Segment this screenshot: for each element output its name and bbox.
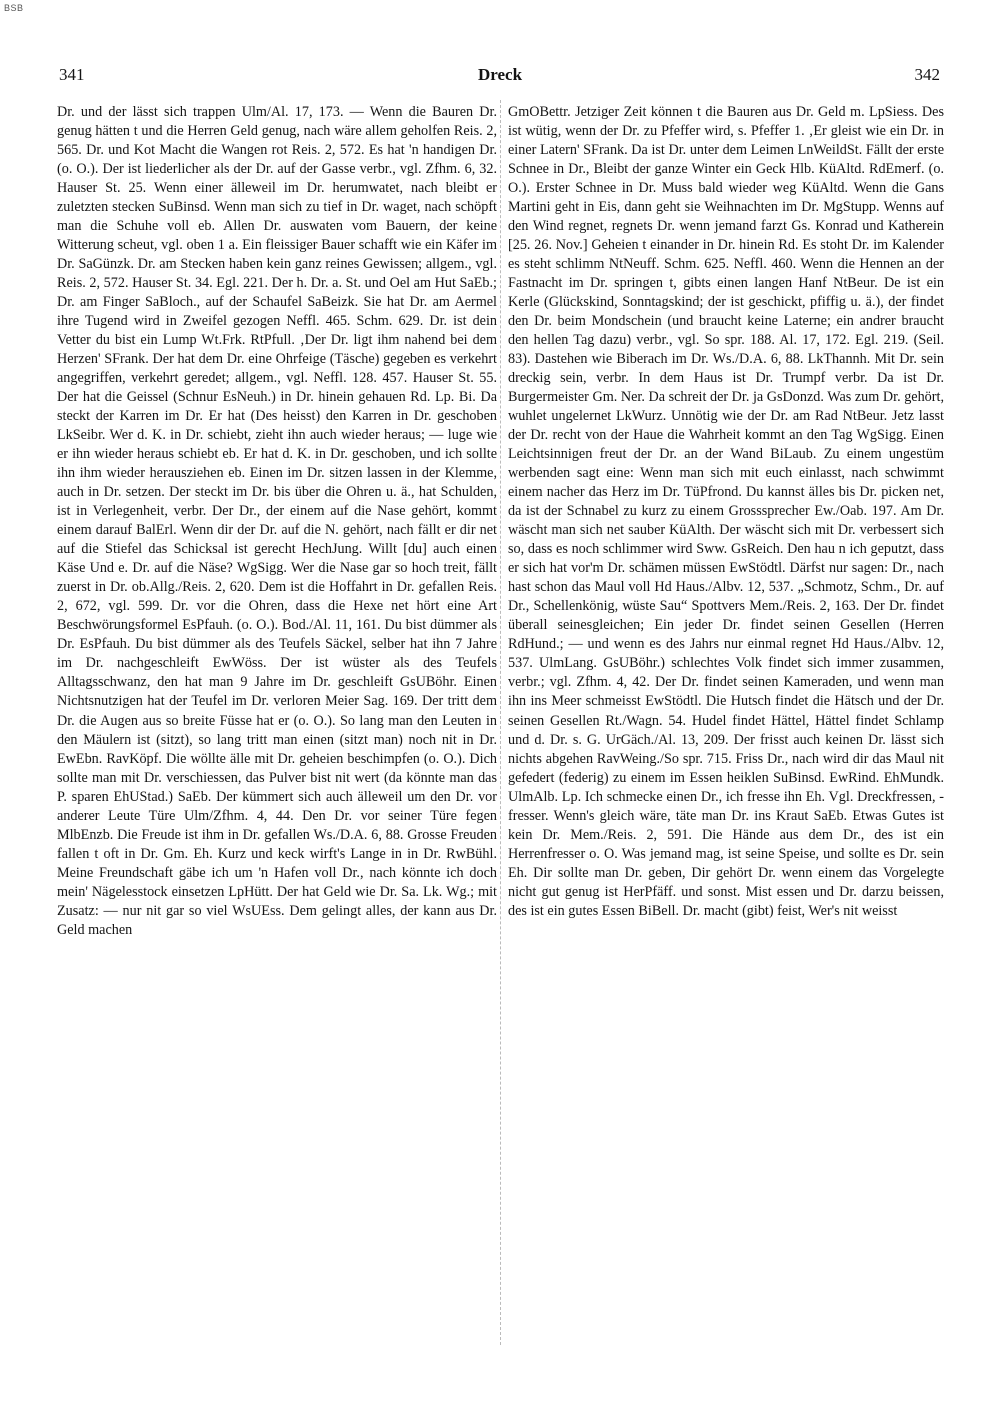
right-column-text: GmOBettr. Jetziger Zeit können t die Bauren aus Dr. Geld m. LpSiess. Des ist wütig, wenn der Dr. zu Pfeffer wird, s. Pfeffer 1. ‚Er gleist wie ein Dr. in einer Latern' SFrank. Da ist Dr. unter dem Leimen LnWeildSt. Fällt der erste Schnee in Dr., Bleibt der ganze Winter ein Geck Hlb. KüAltd. RdEmerf. (o. O.). Erster Schnee in Dr. Muss bald wieder weg KüAltd. Wenn die Gans Martini geht in Eis, dann geht sie Weihnachten im Dr. MgStupp. Wenns auf den Wind regnet, regnets Dr. wenn jemand farzt Gs. Konrad und Katherein [25. 26. Nov.] Geheien t einander in Dr. hinein Rd. Es stoht Dr. im Kalender es steht schlimm NtNeuff. Schm. 625. Neffl. 460. Wenn die Hennen an der Fastnacht im Dr. springen t, gibts einen langen Hanf NtBeur. De ist ein Kerle (Glückskind, Sonntagskind; der ist geschickt, pfiffig u. ä.), der findet den Dr. beim Mondschein (und braucht keine Laterne; ein andrer braucht den hellen Tag dazu) verbr., vgl. So spr. 188. Al. 17, 172. Egl. 219. (Seil. 83). Dastehen wie Biberach im Dr. Ws./D.A. 6, 88. LkThannh. Mit Dr. sein dreckig sein, verbr. In dem Haus ist Dr. Trumpf verbr. Da ist Dr. Burgermeister Gm. Ner. Da schreit der Dr. ja GsDonzd. Was zum Dr. gehört, wuhlet ungelernet LkWurz. Unnötig wie der Dr. am Rad NtBeur. Jetz lasst der Dr. recht von der Haue die Wahrheit kommt an den Tag WgSigg. Einen Leichtsinnigen freut der Dr. an der Wand BiLaub. Zu einem ungestüm werbenden sagt eine: Wenn man sich mit euch einlasst, nach schwimmt einem nacher das Herz im Dr. TüPfrond. Du kannst älles bis Dr. picken net, da ist der Schnabel zu kurz zu einem Grosssprecher Ew./Oab. 197. Am Dr. wäscht man sich net sauber KüAlth. Der wäscht sich mit Dr. verbessert sich so, dass es noch schlimmer wird Sww. GsReich. Den hau n ich geputzt, dass er sich hat vor'm Dr. schämen müssen EwStödtl. Därfst nur sagen: Dr., nach hast schon das Maul voll Hd Haus./Albv. 12, 537. „Schmotz, Schm., Dr. auf Dr., Schellenkönig, wüste Sau“ Spottvers Mem./Reis. 2, 163. Der Dr. findet überall seinesgleichen; Ein jeder Dr. findet seinen Gesellen (Herren RdHund.; — und wenn es des Jahrs nur einmal regnet Hd Haus./Albv. 12, 537. UlmLang. GsUBöhr.) schlechtes Volk findet sich immer zusammen, verbr.; vgl. Zfhm. 4, 42. Der Dr. findet seinen Kameraden, und wenn man ihn ins Meer schmeisst EwStödtl. Die Hutsch findet die Hätsch und der Dr. seinen Gesellen Rt./Wagn. 54. Hudel findet Hättel, Hättel findet Schlamp und d. Dr. s. G. UrGäch./Al. 13, 209. Der frisst auch keinen Dr. lässt sich nichts abgehen RavWeing./So spr. 715. Friss Dr., nach wird dir das Maul nit gefedert (federig) zu einem im Essen heiklen SuBinsd. EwRind. EhMundk. UlmAlb. Lp. Ich schmecke einen Dr., ich fresse ihn Eh. Vgl. Dreckfressen, -fresser. Wenn's gleich wäre, täte man Dr. ins Kraut SaEb. Etwas Gutes ist kein Dr. Mem./Reis. 2, 591. Die Hände aus dem Dr., des ist ein Herrenfresser o. O. Was jemand mag, ist seine Speise, und sollte es Dr. sein Eh. Dir sollte man Dr. geben, Dir gehört Dr. wenn einem das Vorgelegte nicht gut genug ist HerPfäff. und sonst. Mist essen und Dr. darzu beissen, des ist ein gutes Essen BiBell. Dr. macht (gibt) feist, Wer's nit weisst [508, 104, 944, 919]
page-number-left: 341 [59, 65, 85, 84]
left-column-text: Dr. und der lässt sich trappen Ulm/Al. 17, 173. — Wenn die Bauren Dr. genug hätten t und die Herren Geld genug, nach wäre allem geholfen Reis. 2, 565. Dr. und Kot Macht die Wangen rot Reis. 2, 572. Es hat 'n handigen Dr. (o. O.). Der ist liederlicher als der Dr. auf der Gasse verbr., vgl. Zfhm. 6, 32. Hauser St. 25. Wenn einer älleweil im Dr. herumwatet, nach bleibt er zuletzten stecken SuBinsd. Wenn man sich zu tief in Dr. waget, nach schöpft man die Schuhe voll eb. Allen Dr. auswaten vom Bauern, der keine Witterung scheut, vgl. oben 1 a. Ein fleissiger Bauer schafft wie ein Käfer im Dr. SaGünzk. Dr. am Stecken haben kein ganz reines Gewissen; allgem., vgl. Reis. 2, 572. Hauser St. 34. Egl. 221. Der h. Dr. a. St. und Oel am Hut SaEb.; Dr. am Finger SaBloch., auf der Schaufel SaBeizk. Sie hat Dr. am Aermel ihre Tugend wird in Zweifel gezogen Neffl. 465. Schm. 629. Dr. ist dein Vetter du bist ein Lump Wt.Frk. RtPfull. ‚Der Dr. ligt ihm nahend bei dem Herzen' SFrank. Der hat dem Dr. eine Ohrfeige (Täsche) gegeben es verkehrt angegriffen, verkehrt geredet; allgem., vgl. Neffl. 128. 457. Hauser St. 55. Der hat die Geissel (Schnur EsNeuh.) in Dr. hinein gehauen Rd. Lp. Bi. Da steckt der Karren im Dr. Er hat (Des heisst) den Karren in Dr. geschoben LkSeibr. Wer d. K. in Dr. schiebt, zieht ihn auch wieder heraus; — luge wie er ihn wieder heraus schiebt eb. Er hat d. K. in Dr. geschoben, und ich sollte ihn ihm wieder herausziehen eb. Einen im Dr. sitzen lassen in der Klemme, auch in Dr. setzen. Der steckt im Dr. bis über die Ohren u. ä., hat Schulden, ist in Verlegenheit, verbr. Der Dr., der einem auf die Nase gehört, kommt einem darauf BalErl. Wenn dir der Dr. auf die N. gehört, nach fällt er dir net auf die Stiefel das Schicksal ist gerecht HechJung. Willt [du] auch einen Käse Und e. Dr. auf die Näse? WgSigg. Wer die Nase gar so hoch treit, fällt zuerst in Dr. ob.Allg./Reis. 2, 620. Dem ist die Hoffahrt in Dr. gefallen Reis. 2, 672, vgl. 599. Dr. vor die Ohren, dass die Hexe net hört eine Art Beschwörungsformel EsPfauh. (o. O.). Bod./Al. 11, 161. Du bist dümmer als Dr. EsPfauh. Du bist dümmer als des Teufels Säckel, selber hat ihn 7 Jahre im Dr. nachgeschleift EwWöss. Der ist wüster als des Teufels Alltagsschwanz, den hat man 9 Jahre im Dr. geschleift GsUBöhr. Einen Nichtsnutzigen hat der Teufel im Dr. verloren Meier Sag. 169. Der tritt dem Dr. die Augen aus so breite Füsse hat er (o. O.). So lang man den Leuten in den Mäulern ist (sitzt), so lang tritt man einen (sitzt man) noch nit in Dr. EwEbn. RavKöpf. Die wöllte älle mit Dr. geheien beschimpfen (o. O.). Dich sollte man mit Dr. verschiessen, das Pulver bist nit wert (da könnte man das P. sparen EhUStad.) SaEb. Der kümmert sich auch älleweil um den Dr. vor anderer Leute Türe Ulm/Zfhm. 4, 44. Den Dr. vor seiner Türe fegen MlbEnzb. Die Freude ist ihm in Dr. gefallen Ws./D.A. 6, 88. Grosse Freuden fallen t oft in Dr. Gm. Eh. Kurz und keck wirft's Lange in in Dr. RwBühl. Meine Freundschaft gäbe ich um 'n Hafen voll Dr., nach könnte ich doch mein' Nägelesstock einsetzen LpHütt. Der hat Geld wie Dr. Sa. Lk. Wg.; mit Zusatz: — nur nit gar so viel WsUEss. Dem gelingt alles, der kann aus Dr. Geld machen [57, 104, 497, 938]
page-number-right: 342 [914, 65, 940, 84]
column-divider [500, 100, 501, 1345]
library-watermark: BSB [4, 3, 24, 13]
running-headword: Dreck [477, 65, 523, 84]
right-column [508, 103, 944, 921]
left-column [57, 103, 497, 940]
